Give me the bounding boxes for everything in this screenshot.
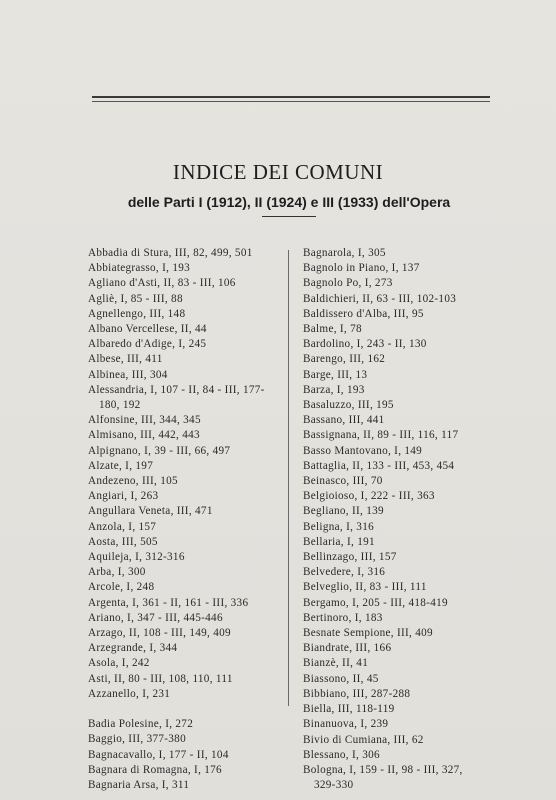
index-entry: Albese, III, 411 xyxy=(88,353,163,366)
top-rule-thin xyxy=(92,101,490,102)
index-entry: Albano Vercellese, II, 44 xyxy=(88,323,207,336)
index-entry: Bibbiano, III, 287-288 xyxy=(303,687,411,700)
index-entry: Biandrate, III, 166 xyxy=(303,642,392,655)
index-entry: Binanuova, I, 239 xyxy=(303,718,389,731)
index-entry: Biassono, II, 45 xyxy=(303,672,379,685)
right-column xyxy=(303,246,493,793)
index-entry: Asola, I, 242 xyxy=(88,657,150,670)
index-entry: Aquileja, I, 312-316 xyxy=(88,551,185,564)
index-entry: Barza, I, 193 xyxy=(303,383,365,396)
index-entry: Bagnacavallo, I, 177 - II, 104 xyxy=(88,748,229,761)
index-entry: Arba, I, 300 xyxy=(88,566,146,579)
index-entry: Angiari, I, 263 xyxy=(88,490,159,503)
index-entry: Belvedere, I, 316 xyxy=(303,566,386,579)
index-entry: Azzanello, I, 231 xyxy=(88,687,171,700)
index-entry: Basso Mantovano, I, 149 xyxy=(303,444,423,457)
index-entry: Baldichieri, II, 63 - III, 102-103 xyxy=(303,292,457,305)
index-entry: Bergamo, I, 205 - III, 418-419 xyxy=(303,596,448,609)
index-entry: Alzate, I, 197 xyxy=(88,459,154,472)
index-entry: Blessano, I, 306 xyxy=(303,748,380,761)
index-entry: Abbiategrasso, I, 193 xyxy=(88,262,190,275)
index-entry: Bivio di Cumiana, III, 62 xyxy=(303,733,424,746)
index-entry: Bianzè, II, 41 xyxy=(303,657,369,670)
index-entry: Belgioioso, I, 222 - III, 363 xyxy=(303,490,435,503)
index-entry: Aosta, III, 505 xyxy=(88,535,158,548)
index-entry: Bagnaria Arsa, I, 311 xyxy=(88,779,190,792)
index-entry: Beligna, I, 316 xyxy=(303,520,374,533)
index-entry: Begliano, II, 139 xyxy=(303,505,384,518)
index-entry: Biella, III, 118-119 xyxy=(303,703,395,716)
index-entry: Ariano, I, 347 - III, 445-446 xyxy=(88,611,223,624)
top-rule xyxy=(92,96,490,98)
index-entry: Arcole, I, 248 xyxy=(88,581,155,594)
index-entry: Bardolino, I, 243 - II, 130 xyxy=(303,338,427,351)
title-underline xyxy=(262,216,316,217)
index-entry: Barengo, III, 162 xyxy=(303,353,386,366)
index-entry: Barge, III, 13 xyxy=(303,368,368,381)
left-column xyxy=(88,246,278,793)
entry-spacer xyxy=(88,702,278,717)
index-entry: 180, 192 xyxy=(99,399,141,412)
index-entry: Agliano d'Asti, II, 83 - III, 106 xyxy=(88,277,236,290)
index-entry: Bellaria, I, 191 xyxy=(303,535,375,548)
page-subtitle: delle Parti I (1912), II (1924) e III (1933) dell'Opera xyxy=(127,194,451,210)
index-entry: Arzago, II, 108 - III, 149, 409 xyxy=(88,627,231,640)
index-entry: Besnate Sempione, III, 409 xyxy=(303,627,433,640)
index-entry: Bertinoro, I, 183 xyxy=(303,611,383,624)
index-entry: Albaredo d'Adige, I, 245 xyxy=(88,338,207,351)
index-entry: Alessandria, I, 107 - II, 84 - III, 177- xyxy=(88,383,265,396)
index-entry: Balme, I, 78 xyxy=(303,323,362,336)
index-entry: 329-330 xyxy=(314,779,354,792)
index-entry: Anzola, I, 157 xyxy=(88,520,157,533)
index-entry: Bagnara di Romagna, I, 176 xyxy=(88,763,222,776)
index-entry: Agnellengo, III, 148 xyxy=(88,307,186,320)
index-entry: Albinea, III, 304 xyxy=(88,368,168,381)
index-entry: Alfonsine, III, 344, 345 xyxy=(88,414,201,427)
index-entry: Argenta, I, 361 - II, 161 - III, 336 xyxy=(88,596,249,609)
index-entry: Abbadia di Stura, III, 82, 499, 501 xyxy=(88,247,253,259)
index-entry: Alpignano, I, 39 - III, 66, 497 xyxy=(88,444,231,457)
index-entry: Agliè, I, 85 - III, 88 xyxy=(88,292,183,305)
index-entry: Bagnolo Po, I, 273 xyxy=(303,277,393,290)
index-entry: Andezeno, III, 105 xyxy=(88,475,178,488)
index-entry: Bagnolo in Piano, I, 137 xyxy=(303,262,420,275)
index-entry: Angullara Veneta, III, 471 xyxy=(88,505,213,518)
index-entry: Battaglia, II, 133 - III, 453, 454 xyxy=(303,459,455,472)
index-entry: Bologna, I, 159 - II, 98 - III, 327, xyxy=(303,763,463,776)
index-entry: Asti, II, 80 - III, 108, 110, 111 xyxy=(88,672,233,685)
index-entry: Baldissero d'Alba, III, 95 xyxy=(303,307,424,320)
index-entry: Badia Polesine, I, 272 xyxy=(88,718,194,731)
index-entry: Basaluzzo, III, 195 xyxy=(303,399,394,412)
index-entry: Bagnarola, I, 305 xyxy=(303,247,386,259)
index-entry: Beinasco, III, 70 xyxy=(303,475,383,488)
index-entry: Bassano, III, 441 xyxy=(303,414,385,427)
index-entry: Baggio, III, 377-380 xyxy=(88,733,186,746)
index-entry: Bassignana, II, 89 - III, 116, 117 xyxy=(303,429,459,442)
index-entry: Almisano, III, 442, 443 xyxy=(88,429,200,442)
index-entry: Arzegrande, I, 344 xyxy=(88,642,178,655)
index-entry: Bellinzago, III, 157 xyxy=(303,551,397,564)
column-divider xyxy=(288,250,289,706)
index-entry: Belveglio, II, 83 - III, 111 xyxy=(303,581,427,594)
page-title: INDICE DEI COMUNI xyxy=(172,160,384,184)
